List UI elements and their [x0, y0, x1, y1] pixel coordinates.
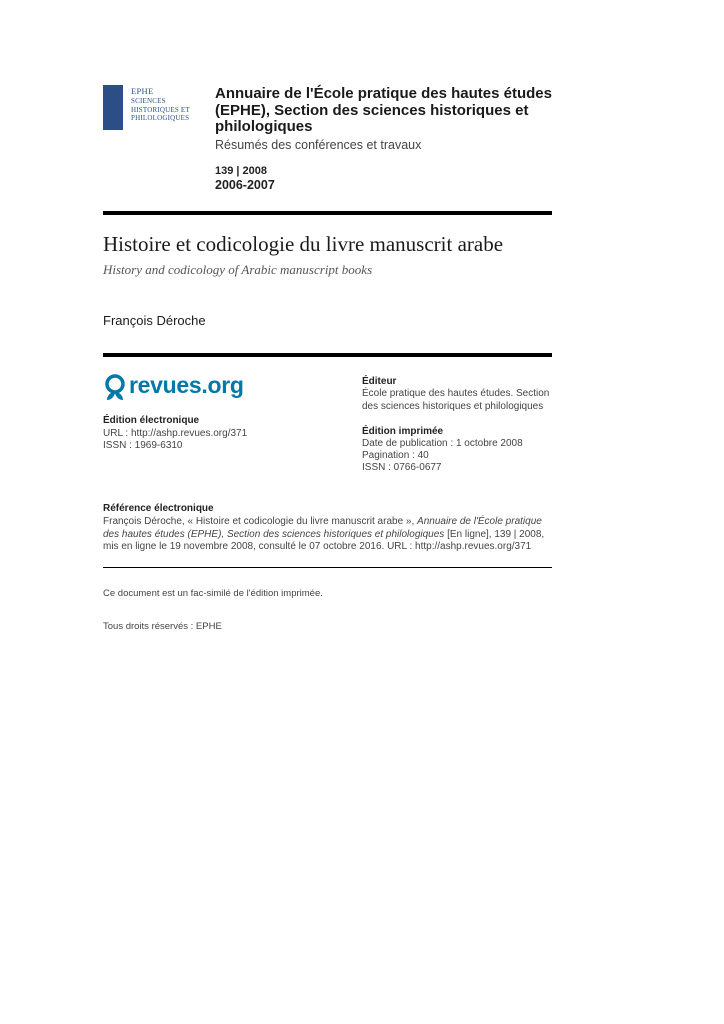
journal-years: 2006-2007 — [215, 178, 275, 192]
rights-note: Tous droits réservés : EPHE — [103, 621, 222, 632]
revues-org-logo[interactable] — [103, 372, 253, 402]
journal-subtitle: Résumés des conférences et travaux — [215, 138, 422, 152]
edition-electronique-issn: ISSN : 1969-6310 — [103, 440, 183, 451]
ephe-logo-line2: SCIENCES HISTORIQUES ET PHILOLOGIQUES — [131, 97, 190, 122]
ephe-logo-bar — [103, 85, 123, 130]
editeur-label: Éditeur — [362, 376, 397, 387]
journal-title: Annuaire de l'École pratique des hautes études (EPHE), Section des sciences historiques et philologiques — [215, 85, 552, 135]
reference-part2: [En ligne], 139 | 2008, mis en ligne le 19 novembre 2008, consulté le 07 octobre 2016. URL : http://ashp.revues.org/371 — [103, 528, 545, 552]
article-title-english: History and codicology of Arabic manuscript books — [103, 262, 373, 277]
edition-electronique-url[interactable]: URL : http://ashp.revues.org/371 — [103, 428, 248, 439]
pagination: Pagination : 40 — [362, 450, 429, 461]
edition-electronique-label: Édition électronique — [103, 415, 200, 426]
reference-citation — [103, 516, 553, 554]
reference-journal: Annuaire de l'École pratique des hautes études (EPHE), Section des sciences historiques et philologiques — [103, 516, 542, 540]
editeur-text: École pratique des hautes études. Section des sciences historiques et philologiques — [362, 388, 550, 412]
edition-imprimee-label: Édition imprimée — [362, 426, 444, 437]
divider-middle — [103, 353, 552, 357]
divider-top — [103, 211, 552, 215]
edition-imprimee-issn: ISSN : 0766-0677 — [362, 462, 442, 473]
ephe-logo-line1: EPHE — [131, 86, 154, 96]
journal-issue: 139 | 2008 — [215, 165, 268, 177]
revues-logo-text: revues.org — [129, 372, 244, 398]
ephe-logo — [103, 85, 195, 130]
article-author: François Déroche — [103, 313, 206, 328]
article-title: Histoire et codicologie du livre manuscrit arabe — [103, 232, 504, 256]
revues-flower-icon — [103, 374, 127, 402]
divider-bottom — [103, 567, 552, 568]
reference-part1: François Déroche, « Histoire et codicologie du livre manuscrit arabe », — [103, 516, 418, 527]
publication-date: Date de publication : 1 octobre 2008 — [362, 438, 523, 449]
facsimile-note: Ce document est un fac-similé de l'édition imprimée. — [103, 588, 323, 599]
reference-label: Référence électronique — [103, 503, 214, 514]
